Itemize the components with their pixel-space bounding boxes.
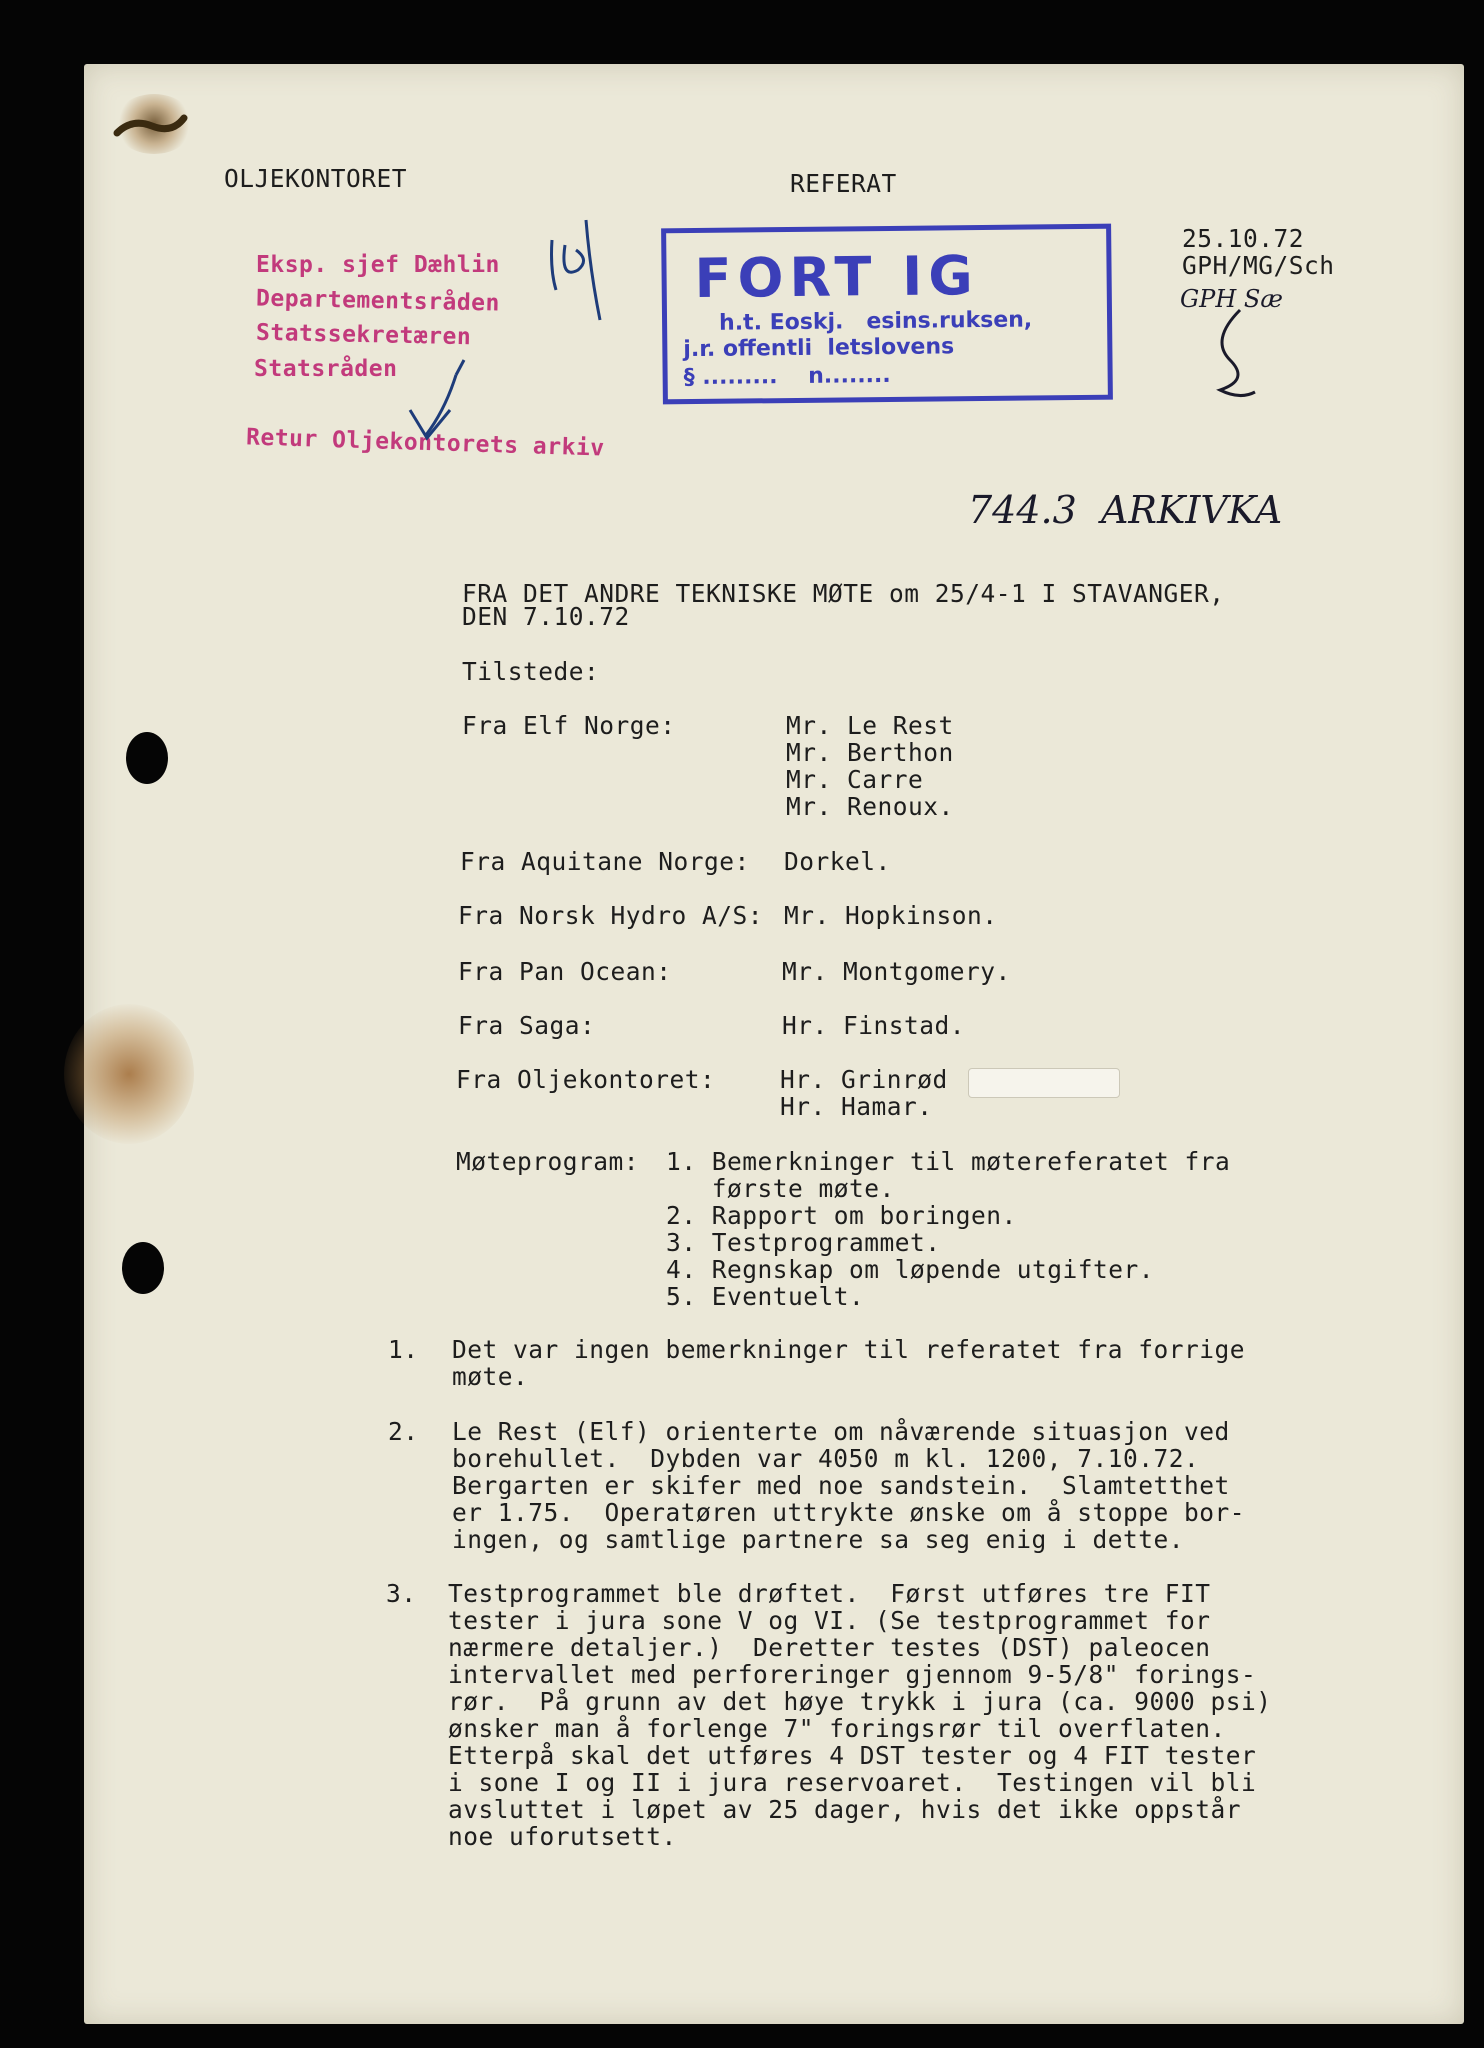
section-line: noe uforutsett. (448, 1822, 677, 1851)
rust-stain (64, 1004, 194, 1144)
section-line: borehullet. Dybden var 4050 m kl. 1200, 7.10.72. (452, 1444, 1200, 1473)
section-line: i sone I og II i jura reservoaret. Testingen vil bli (448, 1768, 1257, 1797)
redaction-patch (968, 1068, 1120, 1098)
routing-line: Departementsråden (255, 285, 501, 317)
section-line: Le Rest (Elf) orienterte om nåværende situasjon ved (452, 1417, 1230, 1446)
doc-date: 25.10.72 (1182, 224, 1305, 253)
meeting-title-date: DEN 7.10.72 (462, 602, 630, 631)
section-line: Bergarten er skifer med noe sandstein. Slamtetthet (452, 1471, 1230, 1500)
attendee-org: Fra Saga: (458, 1011, 596, 1040)
program-item: 4. Regnskap om løpende utgifter. (666, 1255, 1155, 1284)
section-line: Etterpå skal det utføres 4 DST tester og 4 FIT tester (448, 1741, 1257, 1770)
section-line: avsluttet i løpet av 25 dager, hvis det ikke oppstår (448, 1795, 1242, 1824)
routing-line: Eksp. sjef Dæhlin (256, 252, 500, 278)
section-line: Det var ingen bemerkninger til referatet fra forrige (452, 1335, 1246, 1364)
doc-type: REFERAT (790, 169, 897, 198)
section-line: intervallet med perforeringer gjennom 9-5/8" forings- (448, 1660, 1257, 1689)
program-item: 1. Bemerkninger til møtereferatet fra (666, 1147, 1231, 1176)
section-number: 2. (388, 1417, 419, 1446)
section-line: ingen, og samtlige partnere sa seg enig i dette. (452, 1525, 1185, 1554)
archive-note: 744.3 ARKIVKA (968, 488, 1283, 532)
routing-line: Statssekretæren (255, 319, 472, 351)
section-line: møte. (452, 1362, 529, 1391)
attendee-org: Fra Norsk Hydro A/S: (458, 901, 764, 930)
program-item: 2. Rapport om boringen. (666, 1201, 1017, 1230)
stamp-line: j.r. offentli letslovens (683, 334, 955, 363)
section-line: Testprogrammet ble drøftet. Først utføres tre FIT (448, 1579, 1211, 1608)
attendee-name: Mr. Le Rest (786, 711, 954, 740)
attendee-name: Mr. Renoux. (786, 792, 954, 821)
handwritten-mark-icon (1200, 300, 1260, 410)
stamp-line: § ......... n........ (683, 362, 891, 391)
attendee-name: Hr. Finstad. (782, 1011, 966, 1040)
program-item: 5. Eventuelt. (666, 1282, 865, 1311)
section-number: 1. (388, 1335, 419, 1364)
stamp-line: h.t. Eoskj. esins.ruksen, (718, 307, 1033, 336)
attendee-name: Mr. Berthon (786, 738, 954, 767)
attendee-org: Fra Elf Norge: (462, 711, 676, 740)
section-line: ønsker man å forlenge 7" foringsrør til overflaten. (448, 1714, 1226, 1743)
present-label: Tilstede: (462, 657, 600, 686)
attendee-name: Mr. Montgomery. (782, 957, 1011, 986)
attendee-name: Hr. Hamar. (780, 1092, 933, 1121)
attendee-name: Mr. Carre (786, 765, 924, 794)
meeting-title: FRA DET ANDRE TEKNISKE MØTE om 25/4-1 I STAVANGER, (462, 579, 1225, 608)
punch-hole (126, 732, 168, 784)
stamp-title: FORT IG (694, 244, 979, 311)
routing-return: Retur Oljekontorets arkiv (245, 424, 606, 462)
attendee-org: Fra Pan Ocean: (458, 957, 672, 986)
routing-line: Statsråden (254, 356, 398, 382)
handwritten-initials: GPH Sæ (1180, 285, 1283, 313)
section-line: tester i jura sone V og VI. (Se testprogrammet for (448, 1606, 1211, 1635)
attendee-name: Mr. Hopkinson. (784, 901, 998, 930)
staple-mark (112, 108, 192, 148)
attendee-name: Dorkel. (784, 847, 891, 876)
punch-hole (122, 1242, 164, 1294)
attendee-name: Hr. Grinrød (780, 1065, 948, 1094)
attendee-org: Fra Oljekontoret: (456, 1065, 716, 1094)
section-number: 3. (386, 1579, 417, 1608)
section-line: nærmere detaljer.) Deretter testes (DST) paleocen (448, 1633, 1211, 1662)
section-line: rør. På grunn av det høye trykk i jura (ca. 9000 psi) (448, 1687, 1272, 1716)
section-line: er 1.75. Operatøren uttrykte ønske om å stoppe bor- (452, 1498, 1246, 1527)
confidential-stamp (661, 224, 1113, 405)
program-item: 3. Testprogrammet. (666, 1228, 941, 1257)
program-label: Møteprogram: (456, 1147, 640, 1176)
program-item: første møte. (666, 1174, 895, 1203)
doc-initials: GPH/MG/Sch (1182, 251, 1335, 280)
handwritten-arrow-icon (400, 210, 620, 450)
office-name: OLJEKONTORET (224, 164, 408, 193)
attendee-org: Fra Aquitane Norge: (460, 847, 750, 876)
